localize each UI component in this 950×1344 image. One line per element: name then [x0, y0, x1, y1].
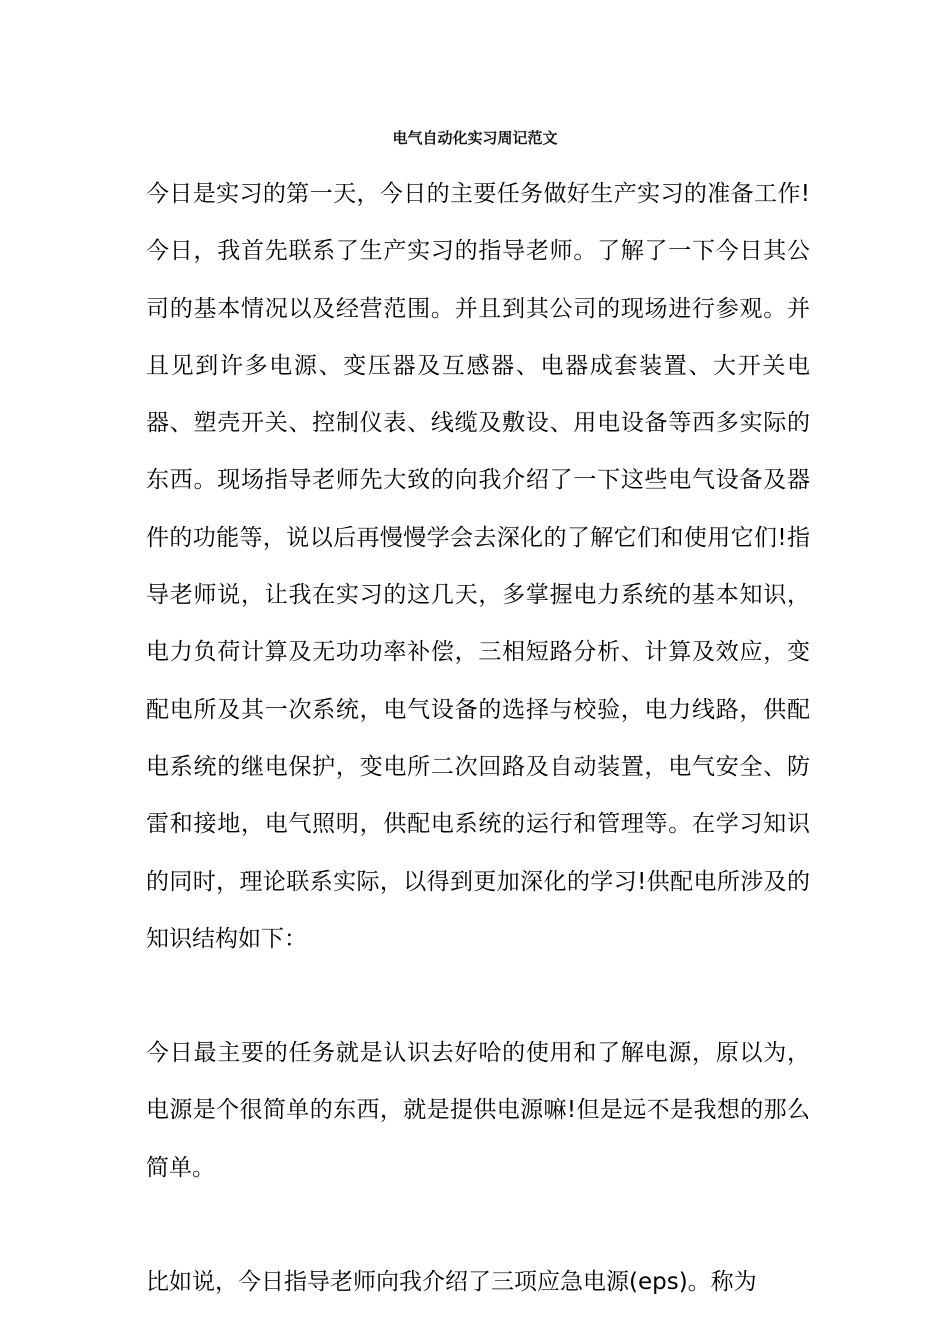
paragraph-1: 今日是实习的第一天，今日的主要任务做好生产实习的准备工作!今日，我首先联系了生产实习的指导老师。了解了一下今日其公司的基本情况以及经营范围。并且到其公司的现场进行参观。并且见到许多电源、变压器及互感器、电器成套装置、大开关电器、塑壳开关、控制仪表、线缆及敷设、用电设备等西多实际的东西。现场指导老师先大致的向我介绍了一下这些电气设备及器件的功能等，说以后再慢慢学会去深化的了解它们和使用它们!指导老师说，让我在实习的这几天，多掌握电力系统的基本知识，电力负荷计算及无功功率补偿，三相短路分析、计算及效应，变配电所及其一次系统，电气设备的选择与校验，电力线路，供配电系统的继电保护，变电所二次回路及自动装置，电气安全、防雷和接地，电气照明，供配电系统的运行和管理等。在学习知识的同时，理论联系实际，以得到更加深化的学习!供配电所涉及的知识结构如下： [146, 181, 810, 952]
document-body [146, 166, 810, 1311]
document-title: 电气自动化实习周记范文 [392, 129, 558, 147]
paragraph-2: 今日最主要的任务就是认识去好哈的使用和了解电源，原以为，电源是个很简单的东西，就是提供电源嘛!但是远不是我想的那么简单。 [146, 1040, 810, 1181]
paragraph-3: 比如说，今日指导老师向我介绍了三项应急电源(eps)。称为 [146, 1269, 757, 1296]
